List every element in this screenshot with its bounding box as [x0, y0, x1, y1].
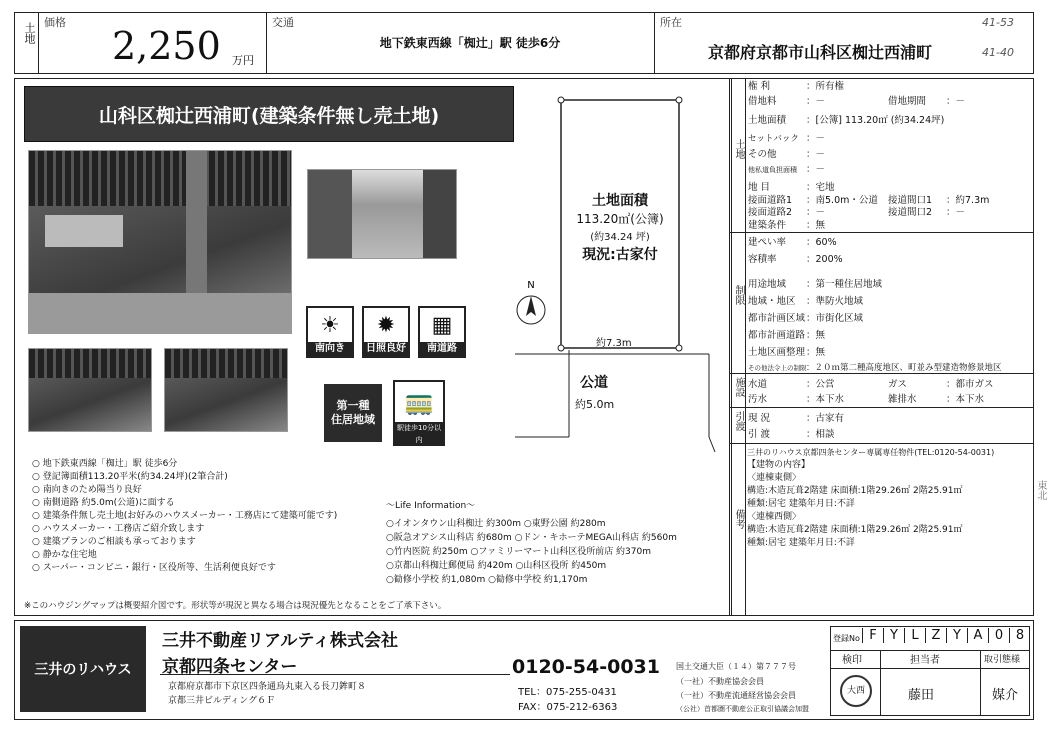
spec-value: ：相談 — [806, 429, 835, 440]
spec-value: ：古家有 — [806, 413, 845, 424]
spec-value: ：200% — [806, 254, 843, 265]
feature-item: ○ 静かな住宅地 — [32, 550, 97, 560]
reg-char: 8 — [1009, 628, 1030, 643]
handwritten-side: 41-40 — [982, 46, 1014, 59]
remark-line: 構造:木造瓦葺2階建 床面積:1階29.26㎡ 2階25.91㎡ — [747, 486, 963, 496]
spec-value: ：[公簿] 113.20㎡ (約34.24坪) — [806, 115, 945, 126]
feature-item: ○ 建築条件無し売土地(お好みのハウスメーカー・工務店にて建築可能です) — [32, 511, 338, 521]
spec-value: ：公営 — [806, 379, 835, 390]
spec-value: ：無 — [806, 220, 826, 231]
remark-line: 〈連棟東側〉 — [747, 473, 802, 483]
torihiki-label: 取引態様 — [984, 655, 1021, 665]
spec-value: ：都市ガス — [946, 379, 994, 390]
spec-label: 水道 — [748, 379, 768, 390]
spec-label: 建ぺい率 — [748, 237, 787, 248]
remark-line: 【建物の内容】 — [747, 460, 811, 470]
photo-side-2 — [164, 348, 288, 432]
spec-value: ：－ — [946, 96, 966, 107]
plot-diagram — [505, 92, 727, 462]
spec-label: 権 利 — [748, 81, 771, 92]
feature-item: ○ 建築プランのご相談も承っております — [32, 537, 196, 547]
spec-value: ：本下水 — [806, 394, 845, 405]
reg-char: Y — [946, 628, 967, 643]
reg-char: Z — [925, 628, 946, 643]
spec-value: ：第一種住居地域 — [806, 279, 883, 290]
spec-label: 都市計画道路 — [748, 330, 806, 341]
rehouse-logo — [20, 626, 146, 712]
spec-label: 接道間口1 — [888, 195, 933, 206]
remark-line: 三井のリハウス京都四条センター専属専任物件(TEL:0120-54-0031) — [747, 448, 995, 457]
divider — [654, 12, 655, 74]
assoc-2: （一社）不動産流通経営協会会員 — [676, 691, 796, 700]
spec-value: ：約7.3m — [946, 195, 990, 206]
ken-label: 検印 — [842, 655, 862, 666]
plot-area-title: 土地面積 — [592, 193, 648, 209]
divider — [980, 650, 981, 716]
spec-value: ：－ — [806, 133, 826, 144]
location-label: 所在 — [660, 16, 682, 29]
spec-label: 都市計画区域 — [748, 313, 806, 324]
divider — [266, 12, 267, 74]
handwritten-top: 41-53 — [982, 16, 1014, 29]
icon-south-facing — [306, 306, 354, 358]
north-arrow — [517, 296, 545, 324]
life-info-title: ～Life Information～ — [386, 501, 476, 511]
spec-value: ：宅地 — [806, 182, 835, 193]
disclaimer-note: ※このハウジングマップは概要紹介図です。形状等が現況と異なる場合は現況優先となることをご了承下さい。 — [24, 601, 447, 611]
spec-label: 雑排水 — [888, 394, 917, 405]
feature-item: ○ 南側道路 約5.0m(公道)に面する — [32, 498, 175, 508]
divider — [160, 674, 510, 675]
spec-label: 接面道路2 — [748, 207, 793, 218]
zone-badge — [324, 384, 382, 442]
tel[interactable]: TEL：075-255-0431 — [518, 687, 617, 698]
spec-value: ：本下水 — [946, 394, 985, 405]
section-hikiwatashi: 引渡 — [733, 411, 744, 431]
zone-line2: 住居地域 — [331, 413, 375, 426]
spec-label: 用途地域 — [748, 279, 787, 290]
reg-chars — [862, 628, 1030, 643]
spec-value: ：無 — [806, 330, 826, 341]
tanto-label: 担当者 — [910, 655, 940, 666]
icon-caption: 日照良好 — [366, 343, 406, 354]
assoc-3: （公社）首都圏不動産公正取引協議会加盟 — [676, 705, 809, 713]
reg-char: 0 — [988, 628, 1009, 643]
spec-value: ：準防火地域 — [806, 296, 864, 307]
life-info-line: ○勧修小学校 約1,080m ○勧修中学校 約1,170m — [386, 575, 588, 585]
section-biko: 備考 — [733, 509, 744, 529]
life-info-line: ○京都山科椥辻郵便局 約420m ○山科区役所 約450m — [386, 561, 607, 571]
life-info-line: ○イオンタウン山科椥辻 約300m ○東野公園 約280m — [386, 519, 606, 529]
life-info-line: ○竹内医院 約250m ○ファミリーマート山科区役所前店 約370m — [386, 547, 652, 557]
seal-stamp — [840, 675, 872, 707]
road-width: 約5.0m — [575, 398, 615, 411]
remark-line: 種類:居宅 建築年月日:不詳 — [747, 499, 855, 509]
section-tochi: 土地 — [733, 139, 744, 159]
spec-label: 土地面積 — [748, 115, 787, 126]
icon-caption: 南道路 — [420, 342, 464, 356]
spec-value: ：南5.0m・公道 — [806, 195, 878, 206]
photo-front — [28, 150, 292, 334]
south-road-icon: ▦ — [431, 312, 453, 338]
feature-item: ○ 南向きのため陽当り良好 — [32, 485, 142, 495]
section-seigen: 制限 — [733, 285, 744, 305]
spec-label: 他私道負担面積 — [748, 166, 797, 174]
spec-label: 土地区画整理 — [748, 347, 806, 358]
spec-label: 地域・地区 — [748, 296, 796, 307]
icon-caption: 南向き — [308, 342, 352, 356]
divider — [38, 12, 39, 74]
spec-label: 現 況 — [748, 413, 771, 424]
spec-label: 地 目 — [748, 182, 771, 193]
spec-label: 容積率 — [748, 254, 777, 265]
reg-char: A — [967, 628, 988, 643]
remark-line: 種類:居宅 建築年月日:不詳 — [747, 538, 855, 548]
sunshine-icon: ✹ — [376, 312, 396, 338]
spec-value: ：無 — [806, 347, 826, 358]
spec-label: 引 渡 — [748, 429, 771, 440]
spec-label: 接道間口2 — [888, 207, 933, 218]
divider — [880, 650, 881, 716]
spec-label: セットバック — [748, 134, 799, 144]
icon-south-road — [418, 306, 466, 358]
photo-side-1 — [28, 348, 152, 432]
price-label: 価格 — [44, 16, 66, 29]
torihiki-value: 媒介 — [992, 688, 1019, 703]
feature-item: ○ ハウスメーカー・工務店ご紹介致します — [32, 524, 205, 534]
location-text: 京都府京都市山科区椥辻西浦町 — [708, 43, 933, 62]
reg-label: 登録No — [833, 634, 860, 643]
side-handwritten: 東北 — [1035, 480, 1046, 500]
price: 2,250 — [112, 24, 221, 68]
life-info-line: ○阪急オアシス山科店 約680m ○ドン・キホーテMEGA山科店 約560m — [386, 533, 677, 543]
spec-label: 借地料 — [748, 96, 777, 107]
remark-line: 構造:木造瓦葺2階建 床面積:1階29.26㎡ 2階25.91㎡ — [747, 525, 963, 535]
icon-sunshine — [362, 306, 410, 358]
spec-label: ガス — [888, 379, 908, 390]
feature-item: ○ 地下鉄東西線「椥辻」駅 徒歩6分 — [32, 459, 178, 469]
life-info — [386, 500, 726, 587]
reg-char: F — [862, 628, 883, 643]
spec-value: ：市街化区域 — [806, 313, 864, 324]
center-name: 京都四条センター — [162, 657, 298, 677]
feature-item: ○ 登記簿面積113.20平米(約34.24坪)(2筆合計) — [32, 472, 228, 482]
section-shisetsu: 施設 — [733, 377, 744, 397]
header-tochi: 土地 — [23, 22, 36, 44]
reg-char: Y — [883, 628, 904, 643]
spec-value: ：－ — [806, 149, 826, 160]
walk-badge — [393, 380, 445, 446]
spec-value: ：－ — [806, 164, 826, 175]
spec-label: 借地期間 — [888, 96, 927, 107]
access-text: 地下鉄東西線「椥辻」駅 徒歩6分 — [379, 36, 561, 50]
spec-value: ：－ — [946, 207, 966, 218]
plot-area: 113.20㎡(公簿) — [576, 212, 664, 226]
fax: FAX：075-212-6363 — [518, 702, 618, 713]
price-unit: 万円 — [232, 54, 254, 67]
company-name: 三井不動産リアルティ株式会社 — [162, 631, 398, 651]
seal-text: 大西 — [846, 686, 865, 696]
road-label: 公道 — [580, 375, 608, 391]
photo-street — [307, 169, 457, 259]
spec-value: ：所有権 — [806, 81, 845, 92]
walk-caption: 駅徒歩10分以内 — [395, 422, 443, 446]
divider — [830, 650, 1030, 651]
north-label: N — [527, 280, 535, 291]
assoc-1: （一社）不動産協会会員 — [676, 677, 764, 686]
banner-text: 山科区椥辻西浦町(建築条件無し売土地) — [98, 104, 440, 127]
spec-label: その他 — [748, 149, 777, 160]
plot-tsubo: (約34.24 坪) — [590, 232, 650, 243]
features-list — [32, 458, 362, 575]
logo-text: 三井のリハウス — [34, 662, 132, 678]
plot-frontage: 約7.3m — [596, 338, 632, 349]
feature-item: ○ スーパー・コンビニ・銀行・区役所等、生活利便良好です — [32, 563, 276, 573]
tanto-name: 藤田 — [908, 688, 935, 703]
reg-char: L — [904, 628, 925, 643]
divider — [830, 668, 1030, 669]
spec-label: 建築条件 — [748, 220, 787, 231]
spec-value: ：60% — [806, 237, 837, 248]
banner — [24, 86, 514, 142]
sun-icon: ☀ — [320, 312, 340, 338]
remarks — [747, 446, 1031, 550]
train-icon: 🚃 — [404, 388, 434, 416]
address-1: 京都府京都市下京区四条通烏丸東入る長刀鉾町８ — [168, 682, 367, 692]
access-label: 交通 — [272, 16, 294, 29]
spec-label: その他法令上の制限 — [748, 364, 807, 372]
freecall[interactable]: 0120-54-0031 — [512, 656, 660, 678]
spec-value: ：－ — [806, 207, 826, 218]
address-2: 京都三井ビルディング６Ｆ — [168, 696, 276, 706]
plot-status: 現況:古家付 — [582, 247, 658, 263]
spec-value: ：－ — [806, 96, 826, 107]
zone-line1: 第一種 — [336, 399, 370, 412]
spec-label: 接面道路1 — [748, 195, 793, 206]
spec-value: ：２０ｍ第二種高度地区、町並み型建造物修景地区 — [806, 363, 1002, 373]
spec-label: 汚水 — [748, 394, 768, 405]
license-no: 国土交通大臣（１４）第７７７号 — [676, 662, 796, 671]
remark-line: 〈連棟西側〉 — [747, 512, 802, 522]
